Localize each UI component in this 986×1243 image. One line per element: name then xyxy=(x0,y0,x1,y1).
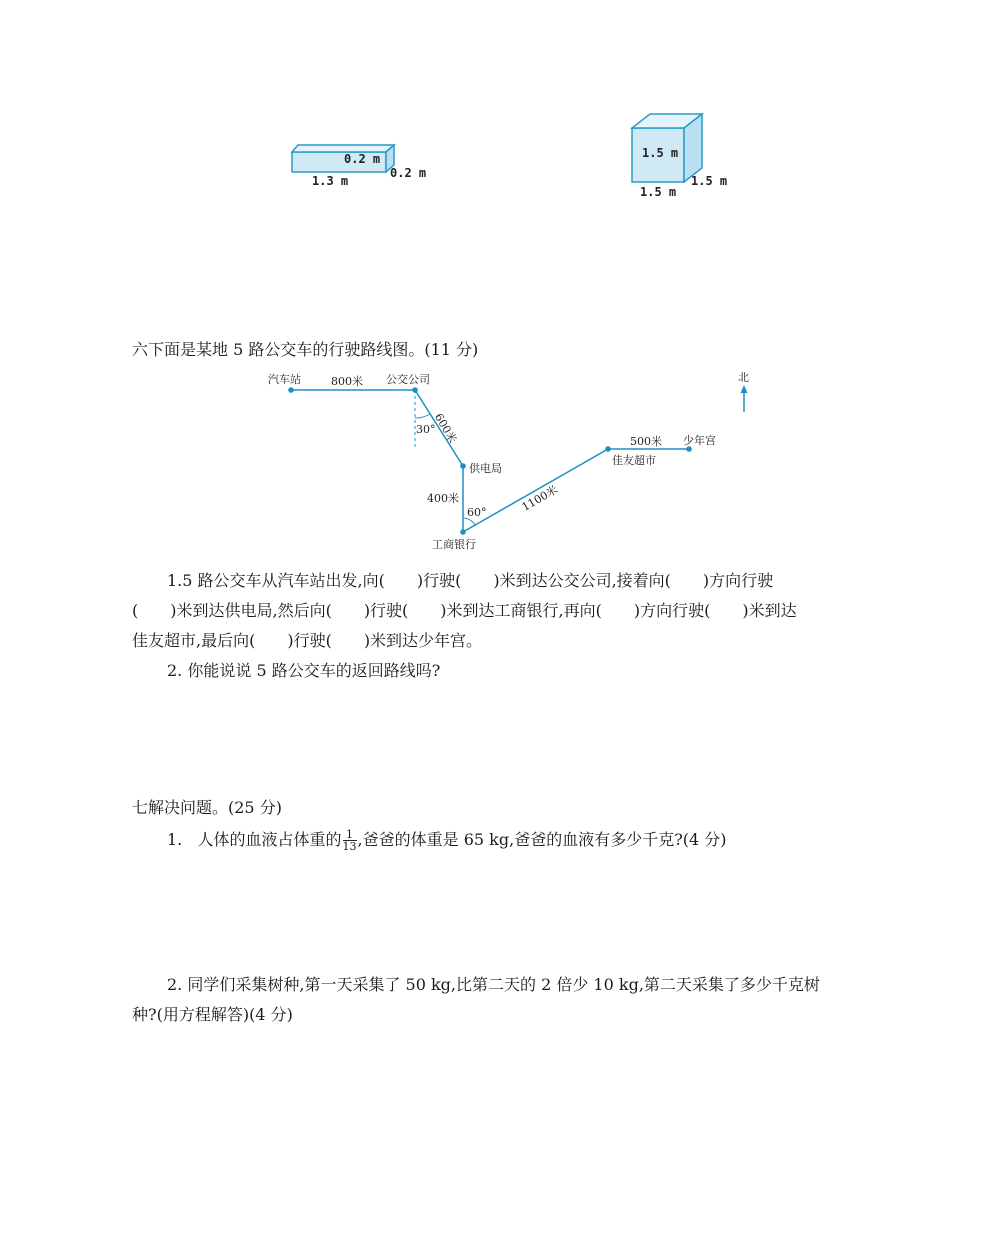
distance-400: 400米 xyxy=(427,492,459,505)
station-youth-palace: 少年宫 xyxy=(683,434,716,447)
angle-30: 30° xyxy=(416,423,436,436)
distance-600: 600米 xyxy=(431,411,460,446)
angle-60: 60° xyxy=(467,506,487,519)
fraction-1-13 xyxy=(343,829,357,852)
cuboid-side-label: 0.2 m xyxy=(390,166,427,180)
distance-1100: 1100米 xyxy=(519,483,560,514)
cube-length-label: 1.5 m xyxy=(640,185,677,199)
distance-800: 800米 xyxy=(331,375,363,388)
q7-1-number: 1. xyxy=(167,830,183,849)
q6-1-line2: ( )米到达供电局,然后向( )行驶( )米到达工商银行,再向( )方向行驶( )米到达 xyxy=(132,601,797,620)
section-6-title: 六下面是某地 5 路公交车的行驶路线图。(11 分) xyxy=(132,340,479,359)
distance-500: 500米 xyxy=(630,435,662,448)
station-icbc-bank: 工商银行 xyxy=(432,538,476,551)
cuboid-length-label: 1.3 m xyxy=(312,174,349,188)
fraction-denominator: 13 xyxy=(342,840,357,853)
station-bus-company: 公交公司 xyxy=(386,373,430,386)
q7-1-text-after: ,爸爸的体重是 65 kg,爸爸的血液有多少千克?(4 分) xyxy=(357,830,727,849)
station-power-bureau: 供电局 xyxy=(469,462,502,475)
q7-2-line1: 2. 同学们采集树种,第一天采集了 50 kg,比第二天的 2 倍少 10 kg,第二天采集了多少千克树 xyxy=(167,975,820,994)
q7-1-text-before: 人体的血液占体重的 xyxy=(197,830,342,849)
cube-front-label: 1.5 m xyxy=(642,146,679,160)
cube-side-label: 1.5 m xyxy=(691,174,728,188)
q6-2: 2. 你能说说 5 路公交车的返回路线吗? xyxy=(167,661,441,680)
north-label: 北 xyxy=(738,371,749,384)
cuboid-front-label: 0.2 m xyxy=(344,152,381,166)
q6-1-line1: 1.5 路公交车从汽车站出发,向( )行驶( )米到达公交公司,接着向( )方向行驶 xyxy=(167,571,774,590)
q7-1 xyxy=(167,829,727,852)
station-bus-station: 汽车站 xyxy=(268,373,301,386)
q7-2-line2: 种?(用方程解答)(4 分) xyxy=(132,1005,293,1024)
fraction-numerator: 1 xyxy=(343,829,357,841)
section-7-title: 七解决问题。(25 分) xyxy=(132,798,282,817)
q6-1-line3: 佳友超市,最后向( )行驶( )米到达少年宫。 xyxy=(132,631,483,650)
station-jiayou-market: 佳友超市 xyxy=(612,454,656,467)
